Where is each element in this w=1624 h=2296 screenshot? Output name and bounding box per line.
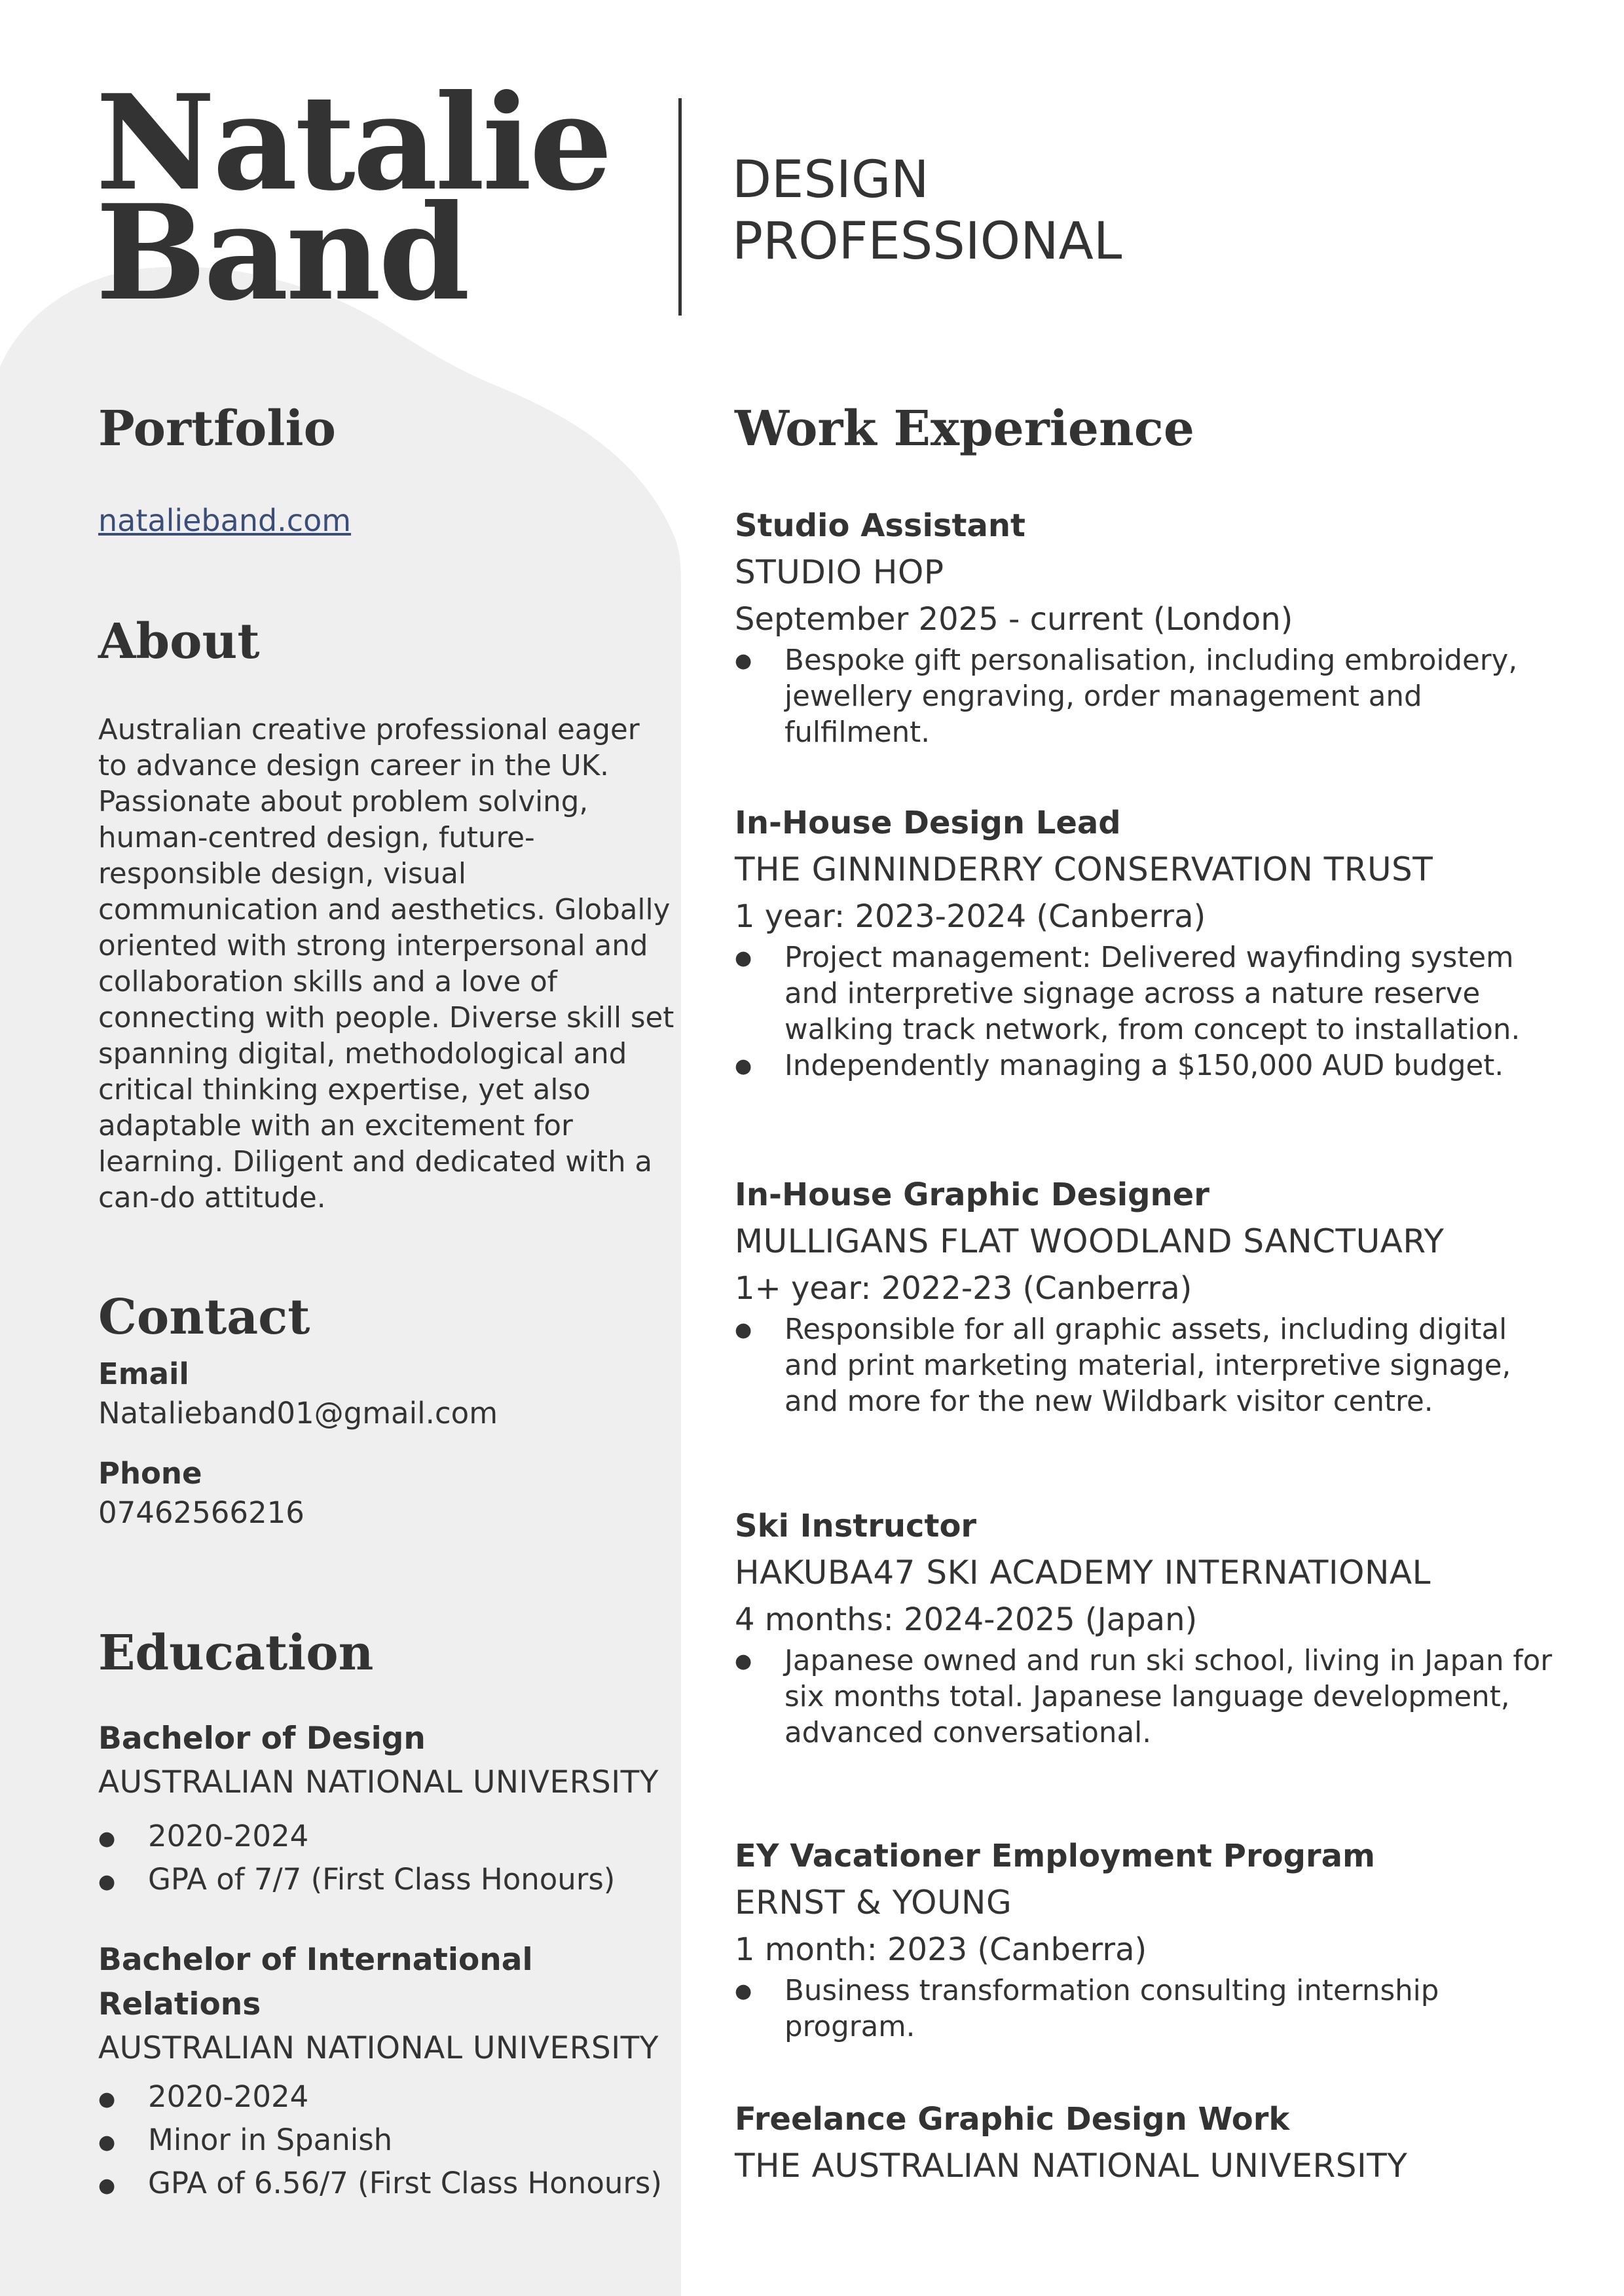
- work-experience-section: [735, 399, 1553, 458]
- education-bullets: [98, 2075, 674, 2205]
- job-title: Studio Assistant: [735, 507, 1025, 544]
- about-heading: About: [98, 613, 260, 670]
- company-name: THE GINNINDERRY CONSERVATION TRUST: [735, 850, 1433, 888]
- phone-value[interactable]: 07462566216: [98, 1495, 304, 1530]
- job-title: In-House Design Lead: [735, 805, 1121, 841]
- list-item: ● 2020-2024: [98, 2075, 674, 2119]
- company-name: STUDIO HOP: [735, 553, 944, 591]
- education-heading: Education: [98, 1625, 374, 1681]
- last-name: Band: [96, 176, 468, 330]
- education-item: [98, 1938, 674, 2205]
- title-line-2: PROFESSIONAL: [732, 212, 1122, 271]
- contact-heading: Contact: [98, 1289, 310, 1345]
- job-bullets: [735, 1312, 1553, 1420]
- company-name: HAKUBA47 SKI ACADEMY INTERNATIONAL: [735, 1554, 1431, 1592]
- about-section: [98, 612, 674, 671]
- list-item: ● Independently managing a $150,000 AUD budget.: [735, 1048, 1553, 1084]
- job-entry: [735, 800, 1553, 1084]
- job-title: Ski Instructor: [735, 1508, 977, 1544]
- company-name: THE AUSTRALIAN NATIONAL UNIVERSITY: [735, 2147, 1408, 2185]
- degree-title: Bachelor of International Relations: [98, 1942, 533, 2022]
- job-dates: September 2025 - current (London): [735, 601, 1293, 638]
- job-entry: [735, 2096, 1553, 2189]
- job-entry: [735, 1833, 1553, 2045]
- list-item: ● Bespoke gift personalisation, including embroidery, jewellery engraving, order management and fulfilment.: [735, 643, 1553, 751]
- job-dates: 1+ year: 2022-23 (Canberra): [735, 1270, 1192, 1307]
- job-title-heading: [732, 149, 1122, 272]
- job-title: In-House Graphic Designer: [735, 1176, 1209, 1213]
- list-item: ● GPA of 7/7 (First Class Honours): [98, 1858, 674, 1901]
- email-value[interactable]: Natalieband01@gmail.com: [98, 1396, 498, 1430]
- list-item: ● Responsible for all graphic assets, including digital and print marketing material, interpretive signage, and more for the new Wildbark visitor centre.: [735, 1312, 1553, 1420]
- education-bullets: [98, 1815, 674, 1901]
- work-experience-heading: Work Experience: [735, 401, 1194, 457]
- job-title: EY Vacationer Employment Program: [735, 1838, 1376, 1874]
- job-dates: 4 months: 2024-2025 (Japan): [735, 1601, 1198, 1638]
- email-label: Email: [98, 1357, 189, 1391]
- first-name: Natalie: [96, 66, 610, 220]
- header-divider: [678, 98, 682, 316]
- job-dates: 1 year: 2023-2024 (Canberra): [735, 898, 1206, 935]
- portfolio-link[interactable]: natalieband.com: [98, 503, 352, 538]
- job-entry: [735, 1503, 1553, 1751]
- portfolio-heading: Portfolio: [98, 401, 336, 457]
- job-bullets: [735, 1643, 1553, 1751]
- school-name: AUSTRALIAN NATIONAL UNIVERSITY: [98, 1764, 659, 1800]
- list-item: ● Japanese owned and run ski school, living in Japan for six months total. Japanese language development, advanced conversational.: [735, 1643, 1553, 1751]
- education-section: [98, 1624, 674, 2205]
- company-name: ERNST & YOUNG: [735, 1884, 1012, 1922]
- about-text: Australian creative professional eager to advance design career in the UK. Passionate about problem solving, human-centred design, future-responsible design, visual communication and aesthetics. Globally oriented with strong interpersonal and collaboration skills and a love of connecting with people. Diverse skill set spanning digital, methodological and critical thinking expertise, yet also adaptable with an excitement for learning. Diligent and dedicated with a can-do attitude.: [98, 714, 674, 1214]
- job-bullets: [735, 643, 1553, 751]
- job-dates: 1 month: 2023 (Canberra): [735, 1931, 1147, 1968]
- list-item: ● Minor in Spanish: [98, 2119, 674, 2162]
- candidate-name: [96, 66, 610, 330]
- degree-title: Bachelor of Design: [98, 1721, 426, 1757]
- job-entry: [735, 1172, 1553, 1420]
- list-item: ● Business transformation consulting internship program.: [735, 1973, 1553, 2045]
- job-bullets: [735, 1973, 1553, 2045]
- list-item: ● GPA of 6.56/7 (First Class Honours): [98, 2162, 674, 2205]
- school-name: AUSTRALIAN NATIONAL UNIVERSITY: [98, 2030, 659, 2066]
- job-title: Freelance Graphic Design Work: [735, 2101, 1290, 2138]
- education-item: [98, 1717, 674, 1901]
- company-name: MULLIGANS FLAT WOODLAND SANCTUARY: [735, 1222, 1445, 1260]
- contact-section: [98, 1288, 674, 1533]
- list-item: ● 2020-2024: [98, 1815, 674, 1858]
- portfolio-section: [98, 399, 674, 458]
- job-bullets: [735, 940, 1553, 1084]
- title-line-1: DESIGN: [732, 151, 929, 210]
- phone-label: Phone: [98, 1456, 202, 1491]
- job-entry: [735, 503, 1553, 751]
- list-item: ● Project management: Delivered wayfinding system and interpretive signage across a nature reserve walking track network, from concept to installation.: [735, 940, 1553, 1048]
